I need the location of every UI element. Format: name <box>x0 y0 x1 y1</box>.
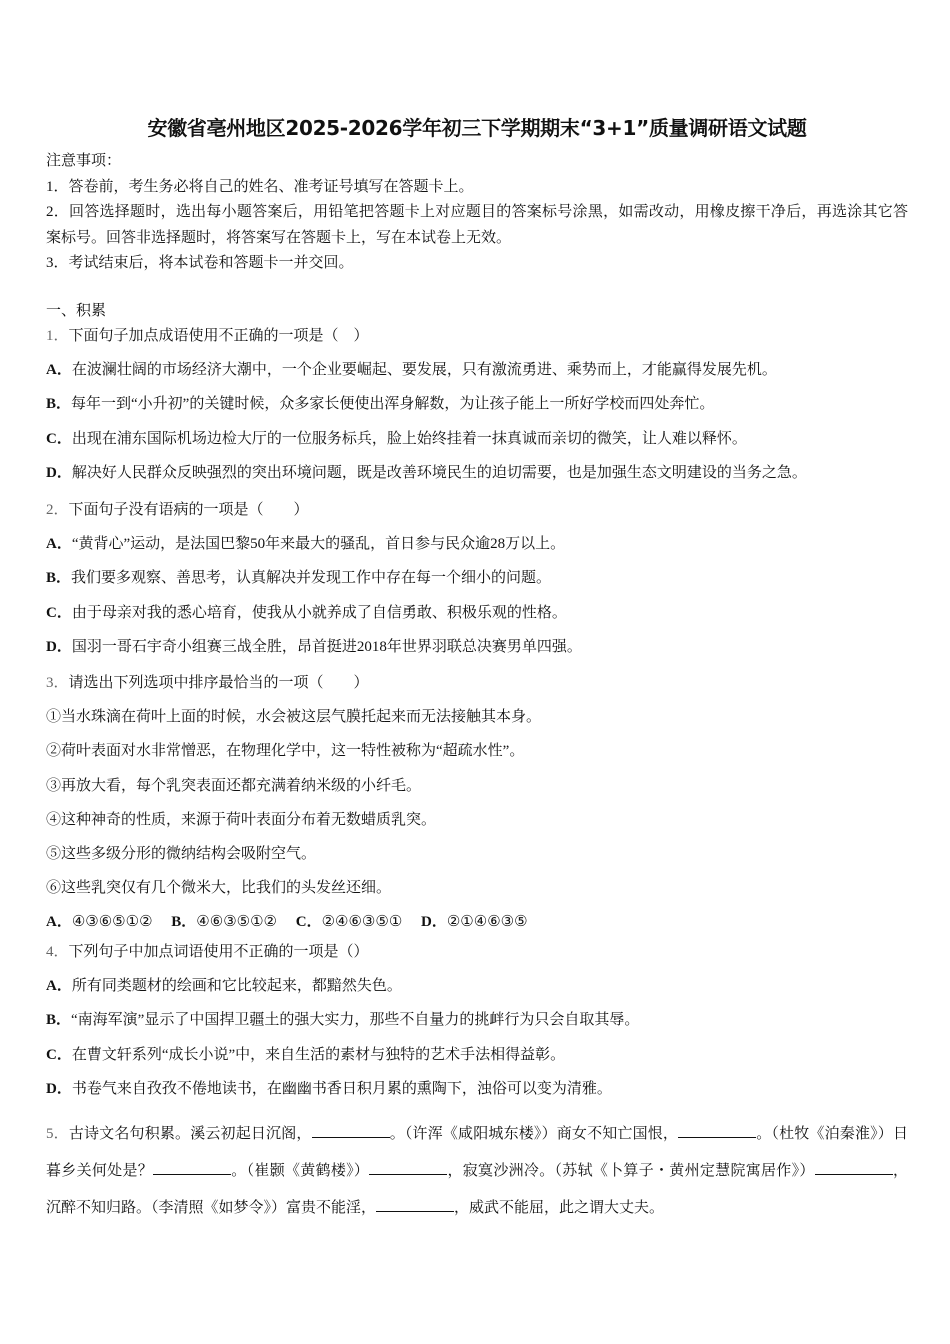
option-label: C． <box>46 430 72 447</box>
option-c <box>46 1044 908 1078</box>
notice-item: 3．考试结束后，将本试卷和答题卡一并交回。 <box>46 255 354 271</box>
option-text: ②④⑥③⑤① <box>321 914 403 931</box>
stem-text: 下面句子加点成语使用不正确的一项是（ ） <box>68 328 369 344</box>
stem-text: 请选出下列选项中排序最恰当的一项（ ） <box>68 675 369 691</box>
notice-item: 1．答卷前，考生务必将自己的姓名、准考证号填写在答题卡上。 <box>46 178 474 195</box>
sentence-item: ②荷叶表面对水非常憎恶，在物理化学中，这一特性被称为“超疏水性”。 <box>46 743 525 760</box>
section-heading: 一、积累 <box>46 303 107 319</box>
answer-blank[interactable] <box>369 1160 447 1175</box>
option-d <box>46 1078 908 1112</box>
text-segment: 古诗文名句积累。溪云初起日沉阁， <box>68 1126 312 1142</box>
option-label: D． <box>46 638 72 655</box>
option-text: “黄背心”运动，是法国巴黎50年来最大的骚乱，首日参与民众逾28万以上。 <box>71 536 566 553</box>
answer-blank[interactable] <box>312 1123 390 1138</box>
option-a <box>46 975 908 1009</box>
question-number: 4． <box>46 944 69 960</box>
sentence-item: ④这种神奇的性质，来源于荷叶表面分布着无数蜡质乳突。 <box>46 811 437 828</box>
text-segment: 。（许浑《咸阳城东楼》）商女不知亡国恨， <box>389 1126 679 1142</box>
option-text: 我们要多观察、善思考，认真解决并发现工作中存在每一个细小的问题。 <box>71 570 552 587</box>
option-label: B． <box>46 1012 72 1029</box>
option-a <box>46 359 908 393</box>
text-segment: 。（崔颢《黄鹤楼》） <box>231 1163 370 1179</box>
option-label: D． <box>46 464 72 481</box>
sentence-item: ③再放大看，每个乳突表面还都充满着纳米级的小纤毛。 <box>46 777 422 794</box>
answer-blank[interactable] <box>376 1197 454 1212</box>
text-segment: ，寂寞沙洲冷。（苏轼《卜算子・黄州定慧院寓居作》） <box>447 1163 815 1179</box>
option-text: ④⑥③⑤①② <box>196 914 277 931</box>
option-text: 在曹文轩系列“成长小说”中，来自生活的素材与独特的艺术手法相得益彰。 <box>71 1046 566 1063</box>
text-segment: ，沉醉不知归路。（李清照《如梦令》）富贵不能淫， <box>46 1163 908 1216</box>
question-stem <box>46 672 908 706</box>
option-text: 出现在浦东国际机场边检大厅的一位服务标兵，脸上始终挂着一抹真诚而亲切的微笑，让人难以释怀。 <box>71 430 747 447</box>
question-2 <box>46 499 908 670</box>
option-label: A． <box>46 362 72 379</box>
option-b <box>46 1009 908 1043</box>
option-label: A． <box>46 978 72 995</box>
option-c <box>46 428 908 462</box>
text-segment: 。（杜牧《泊秦淮》）日暮乡关何处是？ <box>46 1126 908 1179</box>
option-label: B． <box>46 396 72 413</box>
question-number: 2． <box>46 502 69 518</box>
sentence-item: ①当水珠滴在荷叶上面的时候，水会被这层气膜托起来而无法接触其本身。 <box>46 709 542 726</box>
question-stem <box>46 941 908 975</box>
option-text: 所有同类题材的绘画和它比较起来，都黯然失色。 <box>71 978 402 995</box>
option-d <box>46 636 908 670</box>
sentence-item: ⑤这些多级分形的微纳结构会吸附空气。 <box>46 845 317 862</box>
option-b <box>46 567 908 601</box>
option-text: 每年一到“小升初”的关键时候，众多家长便使出浑身解数，为让孩子能上一所好学校而四处奔忙。 <box>71 396 715 413</box>
text-segment: ，威武不能屈，此之谓大丈夫。 <box>454 1200 665 1216</box>
answer-blank[interactable] <box>815 1160 893 1175</box>
option-label: D． <box>421 914 447 931</box>
stem-text: 下面句子没有语病的一项是（ ） <box>68 502 309 518</box>
answer-blank[interactable] <box>678 1123 756 1138</box>
question-number: 1． <box>46 328 69 344</box>
question-1 <box>46 325 908 496</box>
option-text: 由于母亲对我的悉心培育，使我从小就养成了自信勇敢、积极乐观的性格。 <box>71 604 567 621</box>
answer-blank[interactable] <box>153 1160 231 1175</box>
option-a <box>46 533 908 567</box>
option-label: B． <box>46 570 72 587</box>
option-label: D． <box>46 1080 72 1097</box>
option-label: A． <box>46 914 72 931</box>
option-text: ②①④⑥③⑤ <box>446 914 528 931</box>
option-b <box>46 393 908 427</box>
option-label: B． <box>171 914 197 931</box>
page-title: 安徽省亳州地区2025-2026学年初三下学期期末“3+1”质量调研语文试题 <box>147 116 807 140</box>
notice-item: 2．回答选择题时，选出每小题答案后，用铅笔把答题卡上对应题目的答案标号涂黑，如需改动，用橡皮擦干净后，再选涂其它答案标号。回答非选择题时，将答案写在答题卡上，写在本试卷上无效。 <box>46 204 908 246</box>
question-number: 5． <box>46 1126 69 1142</box>
question-number: 3． <box>46 675 69 691</box>
option-text: 书卷气来自孜孜不倦地读书，在幽幽书香日积月累的熏陶下，浊俗可以变为清雅。 <box>71 1080 612 1097</box>
option-label: C． <box>46 604 72 621</box>
question-stem <box>46 325 908 359</box>
notice-section <box>46 149 908 277</box>
option-label: A． <box>46 536 72 553</box>
question-4 <box>46 941 908 1112</box>
stem-text: 下列句子中加点词语使用不正确的一项是（） <box>68 944 369 960</box>
option-text: 解决好人民群众反映强烈的突出环境问题，既是改善环境民生的迫切需要，也是加强生态文明建设的当务之急。 <box>71 464 807 481</box>
sentence-item: ⑥这些乳突仅有几个微米大，比我们的头发丝还细。 <box>46 880 392 897</box>
option-text: 国羽一哥石宇奇小组赛三战全胜，昂首挺进2018年世界羽联总决赛男单四强。 <box>71 638 582 655</box>
option-text: ④③⑥⑤①② <box>71 914 153 931</box>
notice-heading: 注意事项： <box>46 153 122 169</box>
option-c <box>46 602 908 636</box>
option-text: 在波澜壮阔的市场经济大潮中，一个企业要崛起、要发展，只有激流勇进、乘势而上，才能赢得发展先机。 <box>71 362 777 379</box>
question-3 <box>46 672 908 946</box>
option-text: “南海军演”显示了中国捍卫疆土的强大实力，那些不自量力的挑衅行为只会自取其辱。 <box>71 1012 640 1029</box>
question-stem <box>46 499 908 533</box>
question-5 <box>46 1116 908 1227</box>
option-label: C． <box>46 1046 72 1063</box>
option-label: C． <box>295 914 322 931</box>
option-d <box>46 462 908 496</box>
